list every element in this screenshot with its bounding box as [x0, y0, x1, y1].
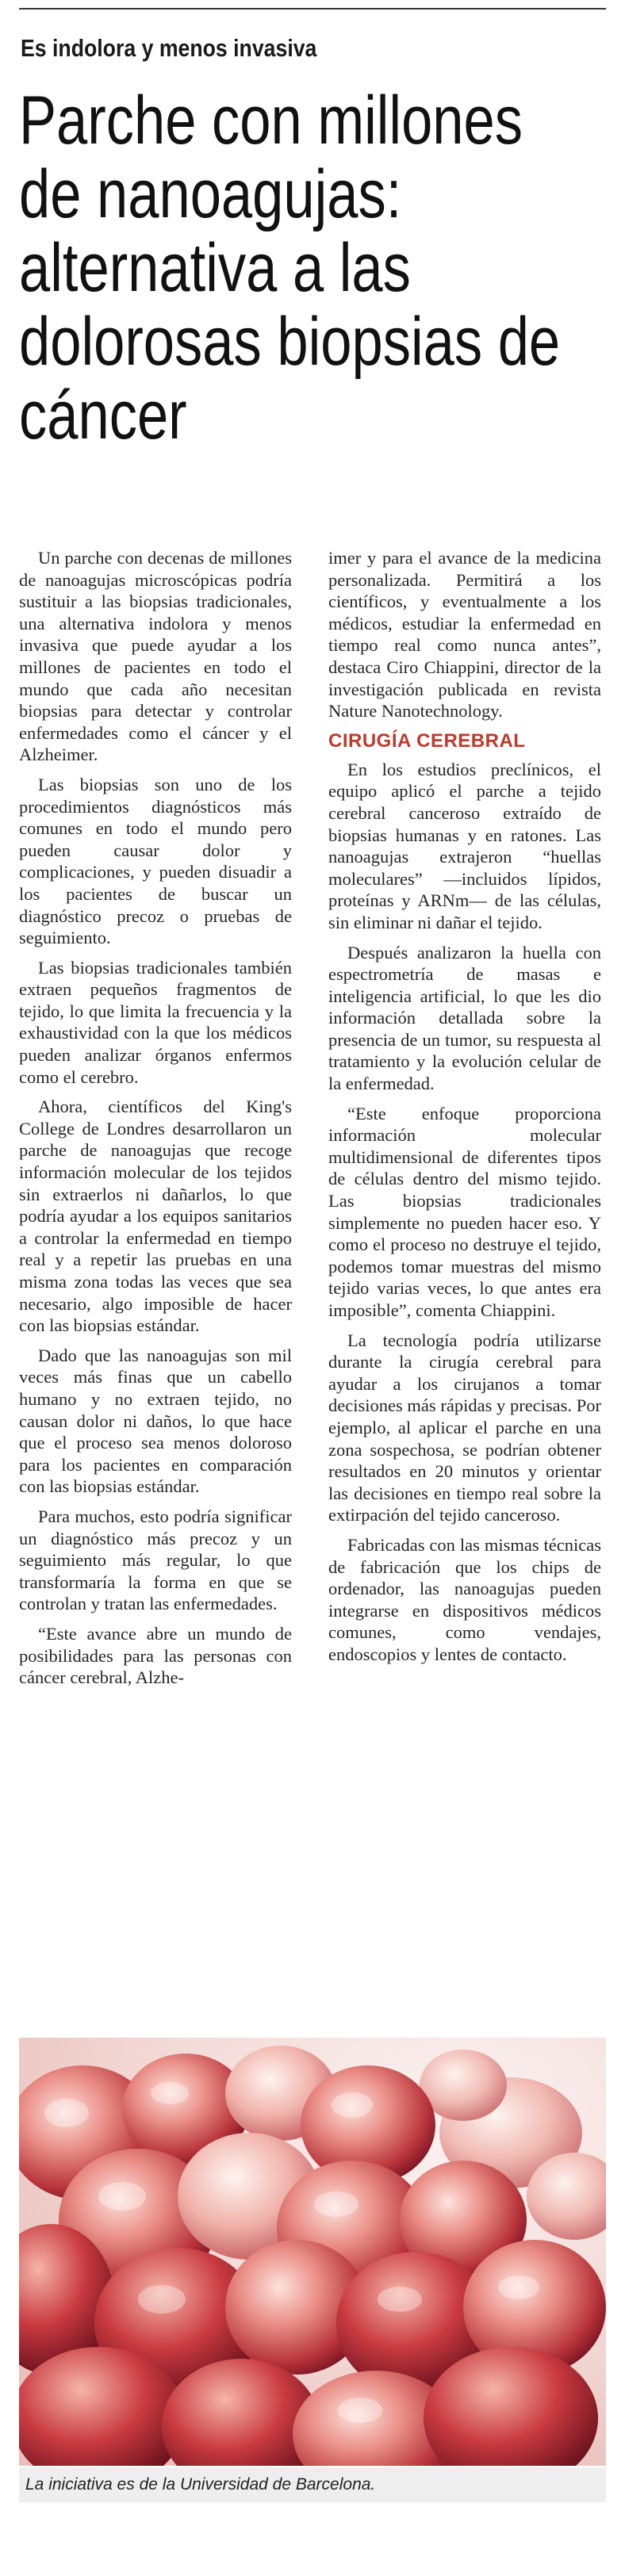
column-left [19, 547, 292, 1697]
paragraph: Fabricadas con las mismas técnicas de fabricación que los chips de ordenador, las nanoagujas pueden integrarse en dispositivos médicos comunes, como vendajes, endoscopios y lentes de contacto. [328, 1534, 601, 1664]
top-rule [19, 8, 606, 10]
section-subhead: CIRUGÍA CEREBRAL [328, 729, 526, 752]
paragraph: “Este enfoque proporciona información molecular multidimensional de diferentes tipos de células dentro del mismo tejido. Las biopsias tradicionales simplemente no pueden hacer eso. Y como el proceso no destruye el tejido, podemos tomar muestras del mismo tejido varias veces, lo que antes era imposible”, comenta Chiappini. [328, 1103, 601, 1320]
paragraph-continued: imer y para el avance de la medicina personalizada. Permitirá a los científicos, y eventualmente a los médicos, estudiar la enfermedad en tiempo real como nunca antes”, destaca Ciro Chiappini, director de la investigación publicada en revista Nature Nanotechnology. [328, 548, 601, 722]
caption-text: La iniciativa es de la Universidad de Barcelona. [25, 2475, 376, 2494]
paragraph: Para muchos, esto podría significar un diagnóstico más precoz y un seguimiento más regular, lo que transformaría la forma en que se controlan y tratan las enfermedades. [19, 1506, 292, 1614]
paragraph: Un parche con decenas de millones de nanoagujas microscópicas podría sustituir a las biopsias tradicionales, una alternativa indolora y menos invasiva que puede ayudar a los millones de pacientes en todo el mundo que cada año necesitan biopsias para detectar y controlar enfermedades como el cáncer y el Alzheimer. [19, 548, 292, 765]
paragraph: Las biopsias tradicionales también extraen pequeños fragmentos de tejido, lo que limita la frecuencia y la exhaustividad con la que los médicos pueden analizar órganos enfermos como el cerebro. [19, 957, 292, 1087]
cell-tissue-image [19, 2038, 606, 2466]
paragraph: “Este avance abre un mundo de posibilidades para las personas con cáncer cerebral, Alzhe- [19, 1623, 292, 1688]
paragraph: Ahora, científicos del King's College de Londres desarrollaron un parche de nanoagujas que recoge información molecular de los tejidos sin extraerlos ni dañarlos, lo que podría ayudar a los equipos sanitarios a controlar la enfermedad en tiempo real y a repetir las pruebas en una misma zona todas las veces que sea necesario, algo imposible de hacer con las biopsias estándar. [19, 1097, 292, 1336]
paragraph: Las biopsias son uno de los procedimientos diagnósticos más comunes en todo el mundo pero pueden causar dolor y complicaciones, y pueden disuadir a los pacientes de buscar un diagnóstico precoz o pruebas de seguimiento. [19, 774, 292, 948]
kicker: Es indolora y menos invasiva [21, 34, 317, 62]
paragraph: En los estudios preclínicos, el equipo aplicó el parche a tejido cerebral canceroso extraído de biopsias humanas y en ratones. Las nanoagujas extrajeron “huellas moleculares” —incluidos lípidos, proteínas y ARNm— de las células, sin eliminar ni dañar el tejido. [328, 759, 601, 932]
photo-caption [19, 2467, 606, 2502]
article-photo [19, 2038, 606, 2466]
column-right [328, 547, 601, 1674]
headline: Parche con millones de nanoagujas: alternativa a las dolorosas biopsias de cáncer [19, 82, 561, 454]
paragraph: Dado que las nanoagujas son mil veces más finas que un cabello humano y no extraen tejido, no causan dolor ni daños, lo que hace que el proceso sea menos doloroso para los pacientes en comparación con las biopsias estándar. [19, 1345, 292, 1497]
paragraph: Después analizaron la huella con espectrometría de masas e inteligencia artificial, lo que les dio información detallada sobre la presencia de un tumor, su respuesta al tratamiento y la evolución celular de la enfermedad. [328, 942, 601, 1094]
paragraph: La tecnología podría utilizarse durante la cirugía cerebral para ayudar a los cirujanos a tomar decisiones más rápidas y precisas. Por ejemplo, al aplicar el parche en una zona sospechosa, se podrían obtener resultados en 20 minutos y orientar las decisiones en tiempo real sobre la extirpación del tejido canceroso. [328, 1330, 601, 1525]
